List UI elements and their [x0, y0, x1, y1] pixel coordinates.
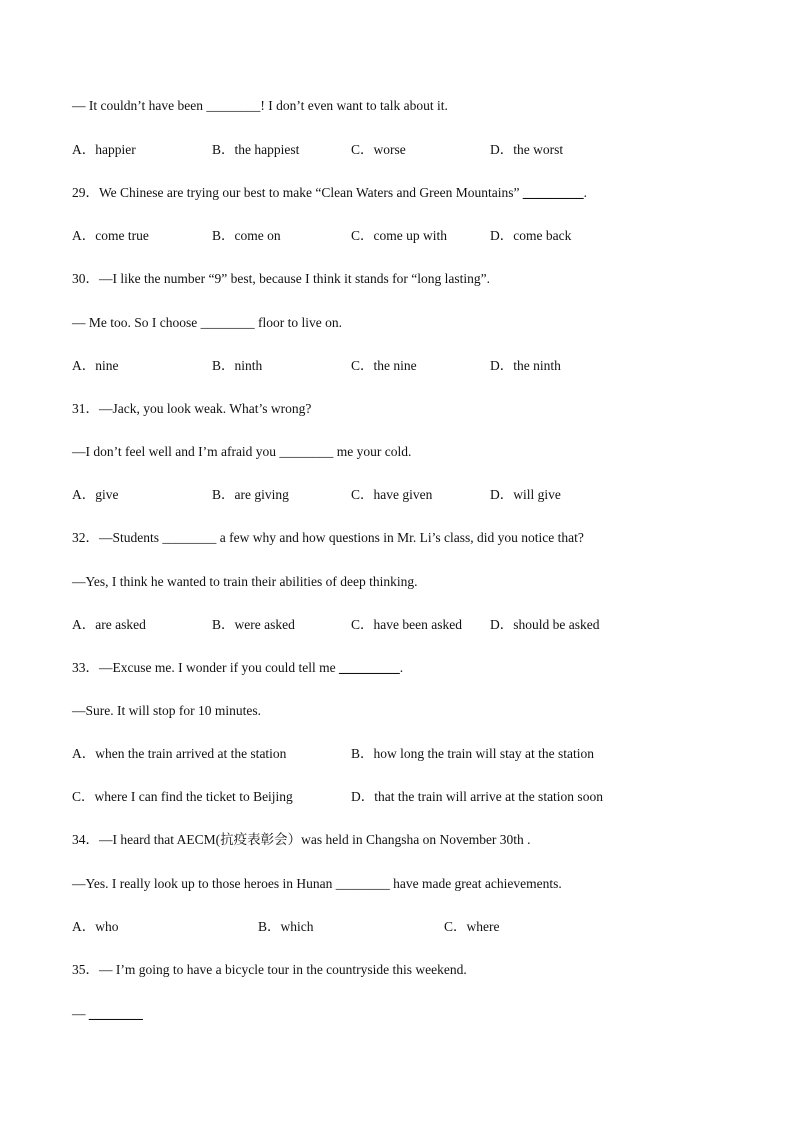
q28-option-c[interactable]: C．worse [351, 142, 406, 157]
q31-options [72, 487, 672, 503]
q33-option-d[interactable]: D．that the train will arrive at the station soon [351, 789, 603, 804]
q29-option-c[interactable]: C．come up with [351, 228, 447, 243]
q35-line2 [72, 1006, 143, 1022]
q29-stem-end: . [583, 185, 587, 200]
q28-option-d[interactable]: D．the worst [490, 142, 564, 157]
q32-option-d[interactable]: D．should be asked [490, 617, 600, 632]
q33-line2: —Sure. It will stop for 10 minutes. [72, 703, 261, 718]
q31-line1: 31．—Jack, you look weak. What’s wrong? [72, 401, 312, 416]
q29-stem-text: 29．We Chinese are trying our best to make “Clean Waters and Green Mountains” [72, 185, 523, 200]
q34-option-c[interactable]: C．where [444, 919, 500, 934]
q32-option-b[interactable]: B．were asked [212, 617, 295, 632]
q30-option-d[interactable]: D．the ninth [490, 358, 561, 373]
q33-stem-text: 33．—Excuse me. I wonder if you could tell me [72, 660, 339, 675]
q28-option-b[interactable]: B．the happiest [212, 142, 300, 157]
q31-option-d[interactable]: D．will give [490, 487, 561, 502]
q28-option-a[interactable]: A．happier [72, 142, 136, 157]
q29-stem-blank: _________ [522, 185, 584, 200]
q32-options [72, 617, 672, 633]
q35-line1: 35．— I’m going to have a bicycle tour in the countryside this weekend. [72, 962, 467, 977]
q33-option-b[interactable]: B．how long the train will stay at the station [351, 746, 594, 761]
q30-option-b[interactable]: B．ninth [212, 358, 263, 373]
q34-line2: —Yes. I really look up to those heroes in Hunan ________ have made great achievements. [72, 876, 562, 891]
q33-options-row2 [72, 789, 672, 805]
q30-option-a[interactable]: A．nine [72, 358, 119, 373]
q29-option-a[interactable]: A．come true [72, 228, 149, 243]
q35-line2-blank: ________ [88, 1006, 143, 1021]
q33-stem-blank: _________ [338, 660, 400, 675]
q34-option-b[interactable]: B．which [258, 919, 314, 934]
q31-option-b[interactable]: B．are giving [212, 487, 289, 502]
q35-line2-dash: — [72, 1006, 89, 1021]
q31-option-c[interactable]: C．have given [351, 487, 433, 502]
q30-option-c[interactable]: C．the nine [351, 358, 417, 373]
q28-line2: — It couldn’t have been ________! I don’t even want to talk about it. [72, 98, 448, 113]
q30-line2: — Me too. So I choose ________ floor to live on. [72, 315, 342, 330]
q29-option-d[interactable]: D．come back [490, 228, 572, 243]
q29-stem [72, 185, 587, 201]
q30-line1: 30．—I like the number “9” best, because I think it stands for “long lasting”. [72, 271, 491, 286]
q32-line2: —Yes, I think he wanted to train their abilities of deep thinking. [72, 574, 418, 589]
q32-option-c[interactable]: C．have been asked [351, 617, 462, 632]
q32-option-a[interactable]: A．are asked [72, 617, 146, 632]
q32-line1: 32．—Students ________ a few why and how questions in Mr. Li’s class, did you notice that? [72, 530, 584, 545]
q33-option-a[interactable]: A．when the train arrived at the station [72, 746, 287, 761]
q34-option-a[interactable]: A．who [72, 919, 119, 934]
q28-options [72, 142, 672, 158]
q29-options [72, 228, 672, 244]
q34-line1: 34．—I heard that AECM(抗疫表彰会）was held in Changsha on November 30th . [72, 832, 531, 847]
q31-option-a[interactable]: A．give [72, 487, 119, 502]
q30-options [72, 358, 672, 374]
q33-stem-end: . [399, 660, 404, 675]
q33-option-c[interactable]: C．where I can find the ticket to Beijing [72, 789, 293, 804]
q29-option-b[interactable]: B．come on [212, 228, 281, 243]
q33-options-row1 [72, 746, 672, 762]
q34-options [72, 919, 672, 935]
q31-line2: —I don’t feel well and I’m afraid you ________ me your cold. [72, 444, 412, 459]
q33-stem [72, 660, 403, 676]
